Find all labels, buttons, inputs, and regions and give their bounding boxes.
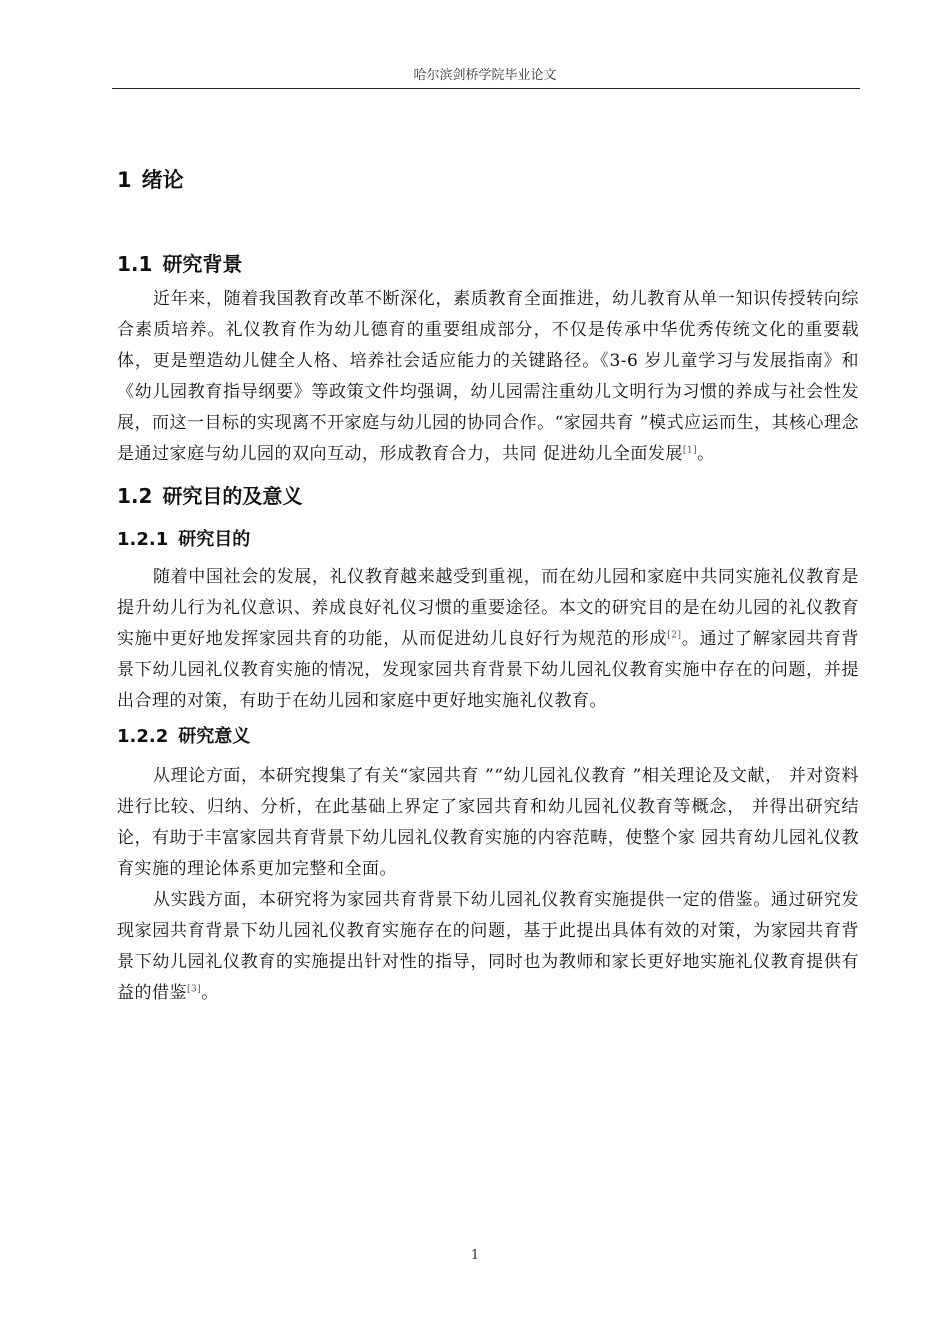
page-header: 哈尔滨剑桥学院毕业论文 bbox=[413, 68, 557, 83]
section-1-1-title: 研究背景 bbox=[162, 252, 243, 276]
citation-ref-1: [1] bbox=[682, 445, 698, 456]
paragraph-theoretical-significance bbox=[117, 761, 859, 885]
section-1-2-title: 研究目的及意义 bbox=[162, 484, 303, 508]
paragraph-end: 。 bbox=[201, 983, 219, 1003]
page-number: 1 bbox=[470, 1248, 480, 1263]
chapter-heading bbox=[117, 160, 859, 200]
citation-ref-2: [2] bbox=[667, 630, 682, 641]
section-1-2-1-number: 1.2.1 bbox=[117, 529, 169, 550]
section-1-2-2-number: 1.2.2 bbox=[117, 726, 169, 747]
section-1-1-number: 1.1 bbox=[117, 252, 153, 276]
paragraph-practical-significance bbox=[117, 885, 859, 1009]
paragraph-text: 近年来，随着我国教育改革不断深化，素质教育全面推进，幼儿教育从单一知识传授转向综合素质培养。礼仪教育作为幼儿德育的重要组成部分，不仅是传承中华优秀传统文化的重要载体，更是塑造幼儿健全人格、培养社会适应能力的关键路径。《3-6 岁儿童学习与发展指南》和《幼儿园教育指导纲要》等政策文件均强调，幼儿园需注重幼儿文明行为习惯的养成与社会性发展，而这一目标的实现离不开家庭与幼儿园的协同合作。“家园共育 ”模式应运而生，其核心理念是通过家庭与幼儿园的双向互动，形成教育合力，共同 促进幼儿全面发展 bbox=[117, 289, 859, 464]
document-body bbox=[117, 160, 859, 1009]
paragraph-text: 从实践方面，本研究将为家园共育背景下幼儿园礼仪教育实施提供一定的借鉴。通过研究发现家园共育背景下幼儿园礼仪教育实施存在的问题，基于此提出具体有效的对策，为家园共育背景下幼儿园礼仪教育的实施提出针对性的指导，同时也为教师和家长更好地实施礼仪教育提供有益的借鉴 bbox=[117, 890, 859, 1003]
header-rule bbox=[112, 88, 860, 89]
paragraph-end: 。 bbox=[697, 444, 715, 464]
paragraph-text-a: 随着中国社会的发展，礼仪教育越来越受到重视，而在幼儿园和家庭中共同实施礼仪教育是提升幼儿行为礼仪意识、养成良好礼仪习惯的重要途径。本文的研究目的是在幼儿园的礼仪教育实施中更好地发挥家园共育的功能，从而促进幼儿良好行为规范的形成 bbox=[117, 567, 859, 649]
section-1-2-2-title: 研究意义 bbox=[178, 726, 251, 747]
paragraph-text: 从理论方面，本研究搜集了有关“家园共育 ”“幼儿园礼仪教育 ”相关理论及文献， 并对资料进行比较、归纳、分析，在此基础上界定了家园共育和幼儿园礼仪教育等概念， 并得出研究结论，有助于丰富家园共育背景下幼儿园礼仪教育实施的内容范畴，使整个家 园共育幼儿园礼仪教育实施的理论体系更加完整和全面。 bbox=[117, 766, 859, 879]
section-1-2-1-title: 研究目的 bbox=[178, 529, 251, 550]
section-1-2-1-heading bbox=[117, 522, 859, 558]
paragraph-text-b: 。通过了解家园共育背景下幼儿园礼仪教育实施的情况，发现家园共育背景下幼儿园礼仪教育实施中存在的问题，并提出合理的对策，有助于在幼儿园和家庭中更好地实施礼仪教育。 bbox=[117, 629, 859, 711]
paragraph-research-background bbox=[117, 284, 859, 470]
section-1-2-heading bbox=[117, 476, 859, 516]
section-1-1-heading bbox=[117, 244, 859, 284]
section-1-2-2-heading bbox=[117, 719, 859, 755]
section-1-2-number: 1.2 bbox=[117, 484, 153, 508]
citation-ref-3: [3] bbox=[187, 984, 202, 995]
chapter-title: 绪论 bbox=[141, 168, 184, 192]
chapter-number: 1 bbox=[117, 168, 132, 192]
paragraph-research-purpose bbox=[117, 562, 859, 717]
